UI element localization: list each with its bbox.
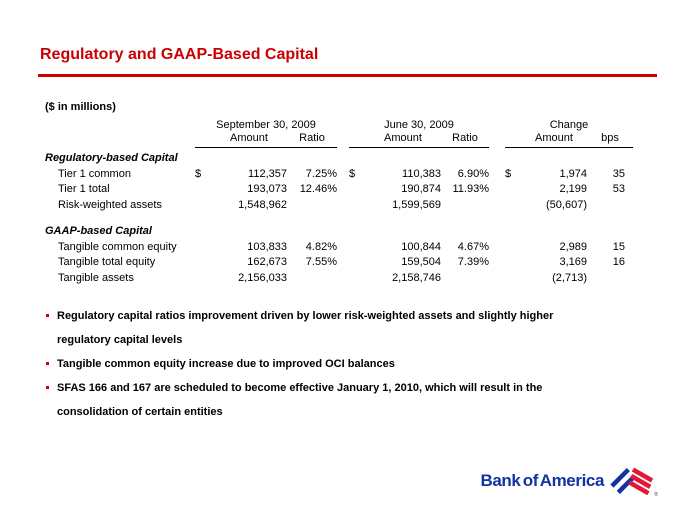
spacer: [45, 118, 195, 148]
table-cell: 7.39%: [457, 256, 489, 268]
table-cell: [195, 240, 211, 256]
column-group-june: [349, 118, 489, 148]
spacer: [337, 271, 349, 287]
table-cell: 12.46%: [299, 183, 337, 195]
spacer: [195, 132, 211, 145]
section-heading: GAAP-based Capital: [45, 225, 152, 237]
spacer: [489, 240, 505, 256]
table-cell: 3,169: [559, 256, 587, 268]
column-group-label: September 30, 2009: [216, 119, 316, 131]
column-group-change: [505, 118, 633, 148]
bullet-marker: [46, 314, 49, 317]
section-heading: Regulatory-based Capital: [45, 152, 178, 164]
page-title: Regulatory and GAAP-Based Capital: [40, 46, 319, 63]
table-cell: 112,357: [248, 167, 287, 180]
table-cell: [349, 182, 365, 198]
table-cell: [587, 271, 633, 287]
table-cell: [195, 255, 211, 271]
bullet-list: [46, 304, 608, 424]
table-cell: 15: [612, 240, 625, 253]
spacer: [489, 118, 505, 148]
table-cell: [505, 182, 521, 198]
spacer: [505, 132, 521, 145]
table-cell: 190,874: [401, 183, 441, 195]
row-label: Tangible common equity: [58, 240, 177, 253]
table-cell: 53: [612, 183, 625, 195]
table-cell: [349, 255, 365, 271]
spacer: [337, 182, 349, 198]
table-cell: 162,673: [247, 256, 287, 268]
table-cell: 103,833: [247, 240, 287, 253]
table-cell: 100,844: [401, 240, 441, 253]
column-header: Amount: [384, 132, 422, 144]
table-cell: 1,974: [559, 167, 587, 180]
table-cell: 7.25%: [305, 167, 337, 180]
bullet-item: [46, 304, 608, 352]
table-cell: 2,156,033: [238, 271, 287, 284]
column-header: Ratio: [299, 132, 325, 144]
table-cell: $: [505, 167, 512, 180]
table-cell: [587, 198, 633, 214]
table-row: [45, 167, 637, 183]
row-label: Tangible assets: [58, 271, 134, 284]
spacer: [489, 255, 505, 271]
table-cell: [287, 271, 337, 287]
spacer: [337, 255, 349, 271]
capital-table: [45, 118, 637, 286]
table-cell: [287, 198, 337, 214]
table-cell: 1,548,962: [238, 198, 287, 211]
table-cell: [349, 240, 365, 256]
bullet-text: Tangible common equity increase due to improved OCI balances: [57, 358, 395, 370]
table-row: [45, 255, 637, 271]
table-cell: (50,607): [546, 198, 587, 211]
table-cell: 35: [612, 167, 625, 180]
table-cell: 110,383: [402, 167, 441, 180]
row-label: Tier 1 total: [58, 183, 110, 195]
table-cell: [349, 271, 365, 287]
title-divider: [38, 74, 657, 77]
bullet-text: regulatory capital levels: [57, 334, 183, 346]
table-cell: 4.82%: [305, 240, 337, 253]
table-row: [45, 198, 637, 214]
column-group-label: Change: [549, 119, 589, 131]
table-cell: [349, 198, 365, 214]
row-label: Tangible total equity: [58, 256, 156, 268]
table-header: [45, 118, 637, 148]
table-cell: (2,713): [552, 271, 587, 284]
table-cell: 4.67%: [457, 240, 489, 253]
table-cell: 2,158,746: [392, 271, 441, 284]
table-cell: [505, 198, 521, 214]
logo-wordmark: Bank of America: [480, 471, 604, 490]
table-row: [45, 240, 637, 256]
table-cell: 2,199: [559, 183, 587, 195]
table-cell: 7.55%: [305, 256, 337, 268]
table-cell: [505, 271, 521, 287]
column-header: Amount: [230, 132, 268, 144]
subheaders: [505, 132, 633, 148]
subheaders: [349, 132, 489, 148]
row-label: Risk-weighted assets: [58, 198, 162, 211]
table-cell: 6.90%: [457, 167, 489, 180]
units-note: ($ in millions): [45, 101, 116, 113]
table-cell: 159,504: [401, 256, 441, 268]
spacer: [337, 118, 349, 148]
table-cell: [195, 198, 211, 214]
spacer: [489, 182, 505, 198]
table-cell: $: [349, 167, 356, 180]
column-header: Amount: [535, 132, 573, 144]
table-cell: [505, 255, 521, 271]
table-body: [45, 151, 637, 286]
bofa-flag-icon: [609, 465, 658, 498]
table-cell: [195, 271, 211, 287]
spacer: [337, 167, 349, 183]
bullet-item: [46, 376, 608, 424]
spacer: [337, 198, 349, 214]
column-header: bps: [601, 132, 619, 144]
spacer: [489, 167, 505, 183]
table-cell: 11.93%: [452, 183, 489, 195]
row-label: Tier 1 common: [58, 167, 131, 180]
table-cell: 193,073: [247, 183, 287, 195]
spacer: [337, 240, 349, 256]
bullet-marker: [46, 386, 49, 389]
bullet-item: [46, 352, 608, 376]
column-group-september: [195, 118, 337, 148]
table-cell: [505, 240, 521, 256]
subheaders: [195, 132, 337, 148]
table-cell: [195, 182, 211, 198]
spacer: [489, 198, 505, 214]
table-cell: 16: [612, 256, 625, 268]
table-row: [45, 182, 637, 198]
table-cell: [441, 271, 489, 287]
table-row: [45, 271, 637, 287]
bank-of-america-logo: [480, 465, 658, 498]
registered-mark: ®: [654, 492, 658, 498]
table-cell: 2,989: [559, 240, 587, 253]
spacer: [349, 132, 365, 145]
table-cell: $: [195, 167, 202, 180]
table-cell: [441, 198, 489, 214]
bullet-text: Regulatory capital ratios improvement driven by lower risk-weighted assets and slightly higher: [57, 310, 554, 322]
column-header: Ratio: [452, 132, 478, 144]
column-group-label: June 30, 2009: [384, 119, 454, 131]
spacer: [489, 271, 505, 287]
bullet-marker: [46, 362, 49, 365]
bullet-text: consolidation of certain entities: [57, 406, 223, 418]
table-cell: 1,599,569: [392, 198, 441, 211]
bullet-text: SFAS 166 and 167 are scheduled to become effective January 1, 2010, which will result in the: [57, 382, 543, 394]
